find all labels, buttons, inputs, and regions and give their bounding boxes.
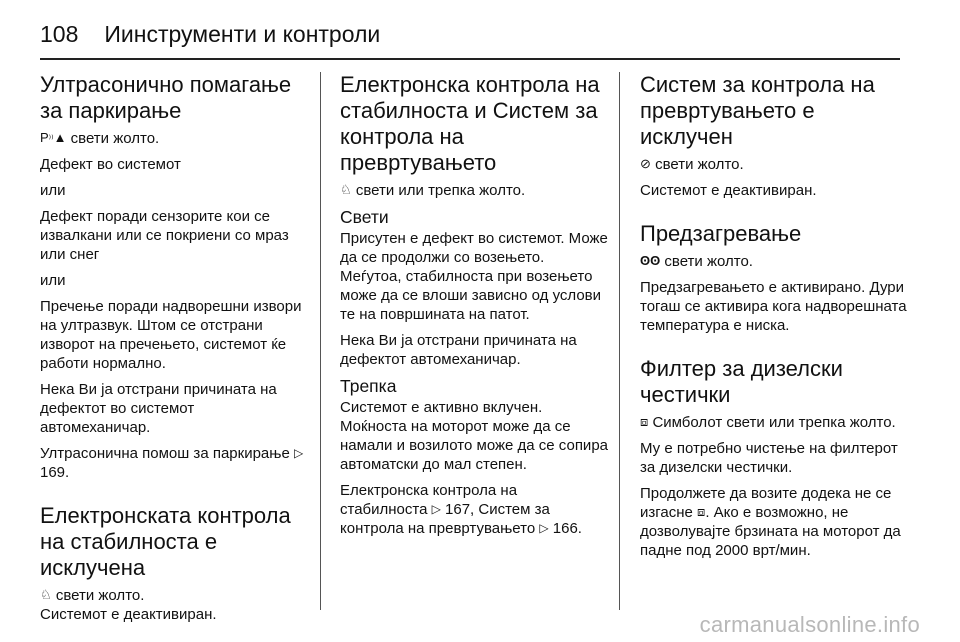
subsection-flashing: Трепка [340,376,397,396]
esc-indicator-line: ♘ свети или трепка жолто. [340,182,526,199]
dpf-icon: ⧈ [640,414,649,429]
esc-off-p1: Системот е деактивиран. [40,606,217,623]
preheat-indicator-line: ʘʘ свети жолто. [640,253,753,270]
rollover-off-icon: ⊘ [640,156,651,171]
page-title: Иинструменти и контроли [104,20,381,47]
parking-indicator-line: P⁾⁾▲ свети жолто. [40,130,160,147]
section-title-rollover-off: Систем за контрола на превртувањето е исклучен [640,72,875,149]
esc-icon: ♘ [340,182,352,197]
dpf-p3: Продолжете да возите додека не се изгасне ⧈. Ако е возможно, не дозволувајте брзината на моторот да падне под 2000 врт/мин. [640,485,901,559]
lit-p1: Присутен е дефект во системот. Може да се продолжи со возењето. Меѓутоа, стабилноста при возењето може да се влоши зависно од услови те на површината на патот. [340,230,608,323]
parking-p5: Ултрасонична помош за паркирање ▷ 169. [40,445,304,481]
esc-off-indicator-line: ♘ свети жолто. [40,587,145,604]
section-title-dpf: Филтер за дизелски честички [640,356,843,407]
preheat-p1: Предзагревањето е активирано. Дури тогаш се активира кога надворешната температура е ниска. [640,279,907,334]
esc-ref-link[interactable]: 167, Систем за контрола на превртувањето [340,501,550,537]
section-title-esc-off: Електронската контрола на стабилноста е исклучена [40,503,291,580]
column-divider-2 [619,72,620,610]
parking-p2: Дефект поради сензорите кои се извалкани или се покриени со мраз или снег [40,208,289,263]
rollover-off-p1: Системот е деактивиран. [640,182,817,199]
parking-p1: Дефект во системот [40,156,181,173]
column-divider-1 [320,72,321,610]
parking-p3: Пречење поради надворешни извори на ултразвук. Штом се отстрани изворот на пречењето, системот ќе работи нормално. [40,298,302,372]
reference-arrow-icon: ▷ [293,446,304,460]
section-title-parking: Ултрасонично помагање за паркирање [40,72,292,123]
rollover-off-indicator-line: ⊘ свети жолто. [640,156,744,173]
preheat-icon: ʘʘ [640,253,661,268]
column-3 [640,72,908,567]
dpf-p2: Му е потребно чистење на филтерот за дизелски честички. [640,440,898,476]
lit-p2: Нека Ви ја отстрани причината на дефектот автомеханичар. [340,332,577,368]
rollover-ref-link[interactable]: 166. [552,520,582,537]
dpf-icon: ⧈ [697,504,706,519]
flashing-p1: Системот е активно вклучен. Моќноста на моторот може да се намали и возилото може да се сопира автоматски до мал степен. [340,399,609,473]
parking-or-2: или [40,272,66,289]
parking-or-1: или [40,182,66,199]
reference-arrow-icon: ▷ [431,502,441,516]
header-rule [40,58,900,60]
watermark: carmanualsonline.info [699,612,920,637]
flashing-p2: Електронска контрола на стабилноста ▷ 167, Систем за контрола на превртувањето ▷ 166. [340,482,582,537]
dpf-p1: ⧈ Симболот свети или трепка жолто. [640,414,896,431]
parking-p4: Нека Ви ја отстрани причината на дефектот во системот автомеханичар. [40,381,277,436]
parking-assist-icon: P⁾⁾▲ [40,130,67,145]
column-1 [40,72,308,631]
parking-ref-link[interactable]: 169. [40,464,70,481]
reference-arrow-icon: ▷ [539,521,549,535]
esc-off-icon: ♘ [40,587,52,602]
page-header [40,14,380,54]
column-2 [340,72,608,545]
page-number: 108 [40,20,79,47]
section-title-esc: Електронска контрола на стабилноста и Систем за контрола на превртувањето [340,72,600,175]
subsection-lit: Свети [340,207,389,227]
section-title-preheat: Предзагревање [640,221,802,246]
